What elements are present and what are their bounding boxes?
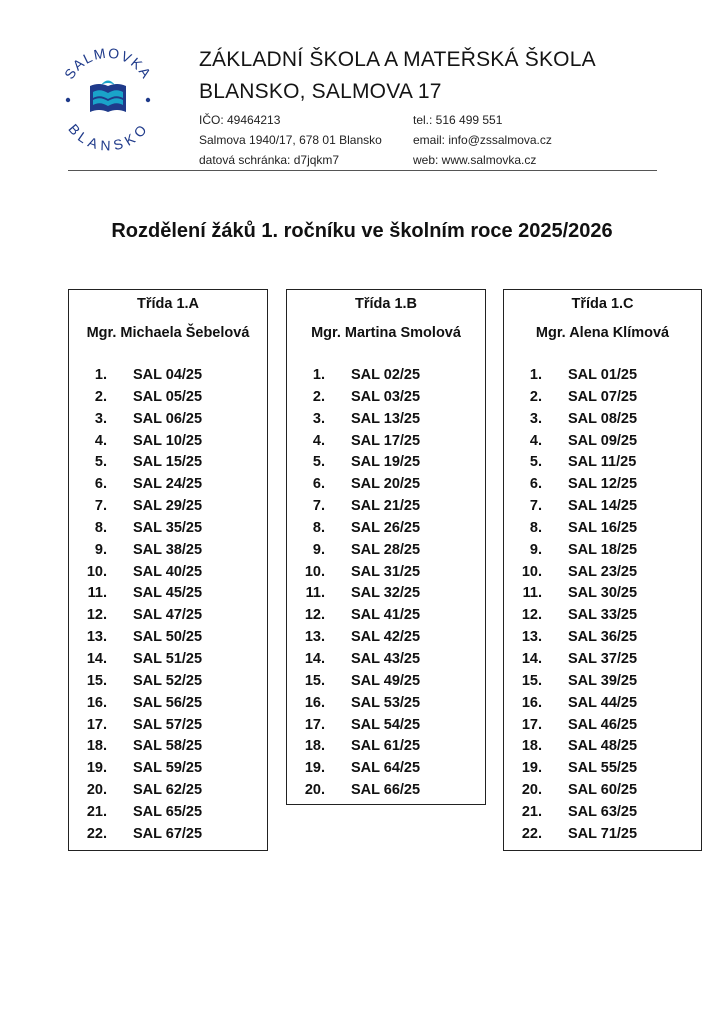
pupil-code: SAL 07/25	[568, 388, 638, 405]
pupil-code: SAL 64/25	[351, 760, 421, 777]
pupil-code: SAL 30/25	[568, 585, 638, 602]
pupil-code: SAL 12/25	[568, 476, 638, 493]
pupil-number: 21.	[86, 803, 107, 820]
pupil-row	[504, 629, 701, 651]
pupil-row	[69, 738, 267, 760]
pupil-number: 4.	[529, 432, 542, 449]
pupil-code: SAL 32/25	[351, 585, 421, 602]
pupil-number: 13.	[86, 629, 107, 646]
pupil-code: SAL 67/25	[133, 825, 203, 842]
pupil-code: SAL 08/25	[568, 410, 638, 427]
pupil-number: 7.	[312, 498, 325, 515]
pupil-number: 22.	[521, 825, 542, 842]
pupil-row	[504, 498, 701, 520]
pupil-number: 15.	[521, 672, 542, 689]
phone: tel.: 516 499 551	[413, 113, 503, 127]
pupil-number: 6.	[312, 476, 325, 493]
pupil-list	[69, 367, 267, 848]
pupil-number: 2.	[312, 388, 325, 405]
school-name-line1: ZÁKLADNÍ ŠKOLA A MATEŘSKÁ ŠKOLA	[199, 48, 596, 71]
pupil-number: 1.	[94, 367, 107, 383]
pupil-row	[287, 717, 485, 739]
pupil-code: SAL 36/25	[568, 629, 638, 646]
pupil-number: 9.	[312, 541, 325, 558]
pupil-number: 12.	[304, 607, 325, 624]
pupil-code: SAL 05/25	[133, 388, 203, 405]
pupil-code: SAL 35/25	[133, 519, 203, 536]
pupil-code: SAL 56/25	[133, 694, 203, 711]
pupil-number: 4.	[312, 432, 325, 449]
pupil-number: 21.	[521, 803, 542, 820]
pupil-number: 6.	[529, 476, 542, 493]
pupil-number: 11.	[522, 585, 542, 602]
pupil-row	[287, 585, 485, 607]
pupil-number: 3.	[529, 410, 542, 427]
pupil-number: 2.	[94, 388, 107, 405]
pupil-number: 8.	[94, 519, 107, 536]
school-logo	[56, 40, 160, 158]
pupil-code: SAL 06/25	[133, 410, 203, 427]
pupil-row	[504, 760, 701, 782]
logo-text-top: SALMOVKA	[60, 44, 156, 82]
pupil-number: 22.	[86, 825, 107, 842]
pupil-row	[287, 498, 485, 520]
pupil-code: SAL 02/25	[351, 367, 421, 383]
pupil-number: 1.	[529, 367, 542, 383]
pupil-row	[504, 564, 701, 586]
pupil-row	[69, 760, 267, 782]
pupil-code: SAL 11/25	[568, 454, 637, 471]
pupil-number: 13.	[521, 629, 542, 646]
pupil-code: SAL 48/25	[568, 738, 638, 755]
pupil-row	[287, 760, 485, 782]
address: Salmova 1940/17, 678 01 Blansko	[199, 133, 382, 147]
pupil-code: SAL 41/25	[351, 607, 421, 624]
pupil-number: 1.	[312, 367, 325, 383]
pupil-row	[69, 454, 267, 476]
pupil-row	[69, 782, 267, 804]
pupil-code: SAL 19/25	[351, 454, 421, 471]
pupil-number: 3.	[94, 410, 107, 427]
pupil-row	[287, 433, 485, 455]
pupil-row	[504, 476, 701, 498]
pupil-code: SAL 10/25	[133, 432, 203, 449]
class-name: Třída 1.B	[354, 296, 418, 312]
pupil-code: SAL 46/25	[568, 716, 638, 733]
email: email: info@zssalmova.cz	[413, 133, 552, 147]
pupil-row	[504, 454, 701, 476]
pupil-list	[287, 367, 485, 804]
pupil-number: 20.	[304, 782, 325, 799]
pupil-row	[69, 607, 267, 629]
pupil-row	[504, 585, 701, 607]
pupil-code: SAL 43/25	[351, 650, 421, 667]
pupil-row	[69, 629, 267, 651]
class-teacher: Mgr. Martina Smolová	[311, 325, 461, 341]
pupil-number: 14.	[86, 650, 107, 667]
pupil-number: 17.	[521, 716, 542, 733]
pupil-row	[287, 782, 485, 804]
pupil-number: 9.	[529, 541, 542, 558]
pupil-row	[69, 389, 267, 411]
pupil-code: SAL 65/25	[133, 803, 203, 820]
school-name-line2: BLANSKO, SALMOVA 17	[199, 80, 442, 103]
pupil-number: 8.	[529, 519, 542, 536]
logo-text-bottom: BLANSKO	[65, 120, 151, 154]
pupil-row	[504, 389, 701, 411]
letterhead	[0, 0, 724, 175]
pupil-code: SAL 01/25	[568, 367, 638, 383]
class-teacher: Mgr. Michaela Šebelová	[86, 325, 250, 341]
pupil-number: 5.	[529, 454, 542, 471]
pupil-number: 17.	[304, 716, 325, 733]
pupil-row	[69, 542, 267, 564]
pupil-list	[504, 367, 701, 848]
pupil-number: 7.	[529, 498, 542, 515]
pupil-code: SAL 21/25	[351, 498, 421, 515]
pupil-row	[69, 717, 267, 739]
class-box-1c	[503, 289, 702, 851]
pupil-number: 13.	[304, 629, 325, 646]
pupil-code: SAL 24/25	[133, 476, 203, 493]
pupil-code: SAL 14/25	[568, 498, 638, 515]
class-teacher: Mgr. Alena Klímová	[535, 325, 670, 341]
pupil-code: SAL 50/25	[133, 629, 203, 646]
pupil-number: 17.	[86, 716, 107, 733]
data-box: datová schránka: d7jqkm7	[199, 153, 340, 167]
pupil-number: 11.	[305, 585, 325, 602]
pupil-row	[504, 367, 701, 389]
pupil-code: SAL 04/25	[133, 367, 203, 383]
pupil-code: SAL 38/25	[133, 541, 203, 558]
pupil-number: 12.	[86, 607, 107, 624]
pupil-code: SAL 15/25	[133, 454, 203, 471]
pupil-row	[69, 520, 267, 542]
pupil-code: SAL 40/25	[133, 563, 203, 580]
ico: IČO: 49464213	[199, 113, 281, 127]
pupil-row	[287, 738, 485, 760]
pupil-row	[504, 673, 701, 695]
pupil-row	[287, 476, 485, 498]
pupil-number: 16.	[521, 694, 542, 711]
pupil-row	[504, 826, 701, 848]
pupil-code: SAL 33/25	[568, 607, 638, 624]
pupil-number: 8.	[312, 519, 325, 536]
pupil-number: 16.	[86, 694, 107, 711]
pupil-number: 14.	[521, 650, 542, 667]
pupil-code: SAL 26/25	[351, 519, 421, 536]
pupil-code: SAL 23/25	[568, 563, 638, 580]
pupil-row	[287, 564, 485, 586]
pupil-code: SAL 66/25	[351, 782, 421, 799]
school-name	[199, 44, 596, 108]
pupil-code: SAL 61/25	[351, 738, 421, 755]
pupil-code: SAL 31/25	[351, 563, 421, 580]
pupil-row	[287, 695, 485, 717]
pupil-code: SAL 13/25	[351, 410, 421, 427]
contact-left	[199, 110, 382, 170]
pupil-row	[69, 564, 267, 586]
pupil-row	[504, 607, 701, 629]
pupil-row	[287, 389, 485, 411]
pupil-row	[287, 629, 485, 651]
pupil-row	[69, 673, 267, 695]
pupil-code: SAL 09/25	[568, 432, 638, 449]
pupil-code: SAL 29/25	[133, 498, 203, 515]
logo-dot-right	[146, 98, 150, 102]
pupil-code: SAL 16/25	[568, 519, 638, 536]
pupil-row	[504, 651, 701, 673]
pupil-number: 18.	[304, 738, 325, 755]
pupil-code: SAL 63/25	[568, 803, 638, 820]
website: web: www.salmovka.cz	[413, 153, 537, 167]
pupil-number: 12.	[521, 607, 542, 624]
pupil-number: 10.	[86, 563, 107, 580]
pupil-code: SAL 37/25	[568, 650, 638, 667]
pupil-code: SAL 28/25	[351, 541, 421, 558]
pupil-number: 5.	[94, 454, 107, 471]
pupil-row	[69, 826, 267, 848]
pupil-row	[287, 673, 485, 695]
pupil-code: SAL 58/25	[133, 738, 203, 755]
pupil-number: 19.	[521, 760, 542, 777]
pupil-number: 16.	[304, 694, 325, 711]
pupil-code: SAL 47/25	[133, 607, 203, 624]
pupil-row	[504, 782, 701, 804]
pupil-row	[287, 651, 485, 673]
pupil-row	[287, 367, 485, 389]
pupil-code: SAL 18/25	[568, 541, 638, 558]
pupil-row	[287, 607, 485, 629]
pupil-number: 19.	[304, 760, 325, 777]
pupil-code: SAL 49/25	[351, 672, 421, 689]
pupil-number: 14.	[304, 650, 325, 667]
pupil-code: SAL 20/25	[351, 476, 421, 493]
pupil-row	[69, 411, 267, 433]
pupil-code: SAL 62/25	[133, 782, 203, 799]
pupil-row	[69, 804, 267, 826]
pupil-row	[287, 454, 485, 476]
pupil-number: 15.	[304, 672, 325, 689]
pupil-code: SAL 54/25	[351, 716, 421, 733]
pupil-row	[69, 498, 267, 520]
pupil-row	[504, 804, 701, 826]
pupil-code: SAL 51/25	[133, 650, 203, 667]
pupil-row	[504, 542, 701, 564]
pupil-number: 18.	[86, 738, 107, 755]
pupil-code: SAL 55/25	[568, 760, 638, 777]
pupil-number: 9.	[94, 541, 107, 558]
class-name: Třída 1.C	[571, 296, 634, 312]
pupil-number: 5.	[312, 454, 325, 471]
pupil-row	[69, 651, 267, 673]
pupil-number: 11.	[87, 585, 107, 602]
pupil-row	[69, 367, 267, 389]
class-name: Třída 1.A	[136, 296, 200, 312]
pupil-row	[504, 433, 701, 455]
pupil-number: 20.	[521, 782, 542, 799]
pupil-row	[504, 695, 701, 717]
pupil-code: SAL 53/25	[351, 694, 421, 711]
pupil-row	[504, 738, 701, 760]
pupil-code: SAL 39/25	[568, 672, 638, 689]
pupil-code: SAL 52/25	[133, 672, 203, 689]
contact-right	[413, 110, 552, 170]
pupil-row	[69, 585, 267, 607]
pupil-row	[287, 542, 485, 564]
pupil-row	[504, 520, 701, 542]
pupil-row	[504, 411, 701, 433]
pupil-row	[69, 695, 267, 717]
pupil-code: SAL 42/25	[351, 629, 421, 646]
logo-dot-left	[66, 98, 70, 102]
document-title: Rozdělení žáků 1. ročníku ve školním roce 2025/2026	[111, 220, 613, 242]
pupil-number: 15.	[86, 672, 107, 689]
pupil-code: SAL 44/25	[568, 694, 638, 711]
pupil-number: 20.	[86, 782, 107, 799]
pupil-code: SAL 57/25	[133, 716, 203, 733]
pupil-code: SAL 60/25	[568, 782, 638, 799]
pupil-number: 2.	[529, 388, 542, 405]
pupil-number: 10.	[304, 563, 325, 580]
pupil-number: 19.	[86, 760, 107, 777]
pupil-row	[287, 520, 485, 542]
pupil-number: 7.	[94, 498, 107, 515]
pupil-code: SAL 71/25	[568, 825, 638, 842]
class-box-1b	[286, 289, 486, 805]
pupil-number: 10.	[521, 563, 542, 580]
header-divider	[68, 170, 657, 171]
pupil-row	[69, 433, 267, 455]
pupil-code: SAL 59/25	[133, 760, 203, 777]
pupil-number: 18.	[521, 738, 542, 755]
book-icon	[90, 81, 126, 113]
pupil-number: 4.	[94, 432, 107, 449]
pupil-number: 6.	[94, 476, 107, 493]
pupil-row	[69, 476, 267, 498]
pupil-code: SAL 17/25	[351, 432, 421, 449]
pupil-row	[287, 411, 485, 433]
pupil-code: SAL 45/25	[133, 585, 203, 602]
pupil-row	[504, 717, 701, 739]
class-box-1a	[68, 289, 268, 851]
pupil-number: 3.	[312, 410, 325, 427]
pupil-code: SAL 03/25	[351, 388, 421, 405]
